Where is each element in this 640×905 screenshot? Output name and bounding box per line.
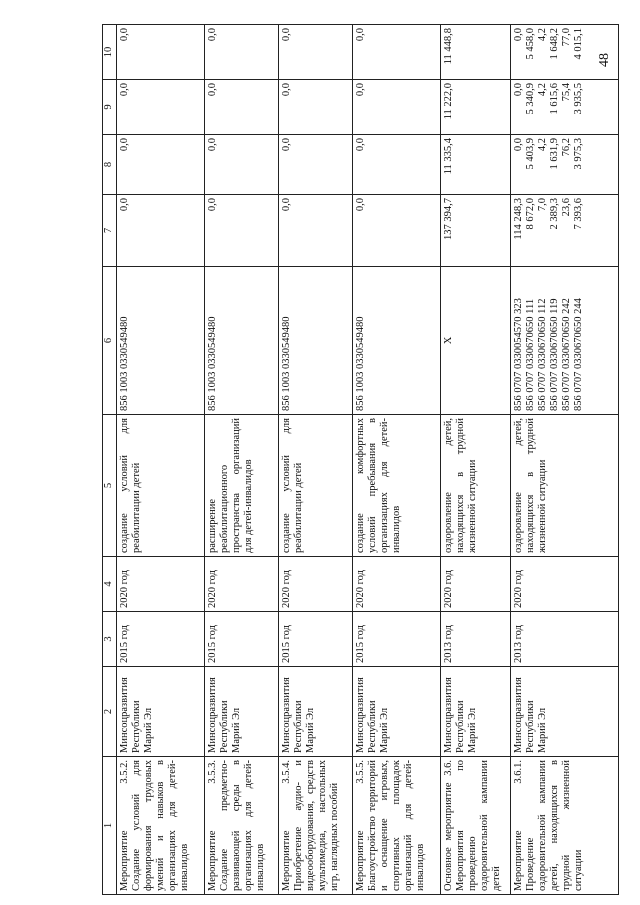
amount-cell — [441, 135, 511, 195]
cell-line: 0,0 — [207, 28, 218, 42]
expected-result-cell: оздоровление детей, находящихся в трудной жизненной ситуации — [441, 415, 511, 557]
cell-line: 3 935,5 — [573, 83, 585, 115]
cell-line: 5 458,0 — [525, 28, 537, 60]
cell-line: 0,0 — [281, 198, 292, 212]
col-header: 10 — [103, 25, 117, 80]
cell-line: 856 0707 0330670650 112 — [537, 298, 549, 411]
expected-result-cell: оздоровление детей, находящихся в трудной жизненной ситуации — [511, 415, 619, 557]
end-year-cell: 2020 год — [117, 557, 205, 612]
amount-cell — [511, 135, 619, 195]
start-year-cell: 2015 год — [205, 612, 279, 667]
executor-cell: Минсоцразвития Республики Марий Эл — [279, 667, 353, 757]
cell-line: 75,4 — [561, 83, 573, 102]
cell-line: 1 631,9 — [549, 138, 561, 170]
start-year-cell: 2013 год — [511, 612, 619, 667]
table-row — [353, 25, 441, 895]
cell-line: 0,0 — [513, 83, 524, 97]
cell-line: 856 0707 0330054570 323 — [513, 298, 524, 411]
end-year-cell: 2020 год — [353, 557, 441, 612]
amount-cell — [205, 25, 279, 80]
amount-cell — [353, 25, 441, 80]
cell-line: X — [443, 336, 454, 345]
table-row — [441, 25, 511, 895]
cell-line: 7,0 — [537, 198, 549, 212]
page-number: 48 — [597, 53, 612, 67]
amount-cell — [117, 80, 205, 135]
cell-line: 0,0 — [207, 138, 218, 152]
cell-line: 4,2 — [537, 138, 549, 152]
cell-line: 0,0 — [355, 198, 366, 212]
cell-line: 5 403,9 — [525, 138, 537, 170]
amount-cell — [511, 195, 619, 267]
cell-line: 0,0 — [119, 198, 130, 212]
cell-line: 11 335,4 — [443, 138, 454, 175]
expected-result-cell: создание условий для реабилитации детей — [117, 415, 205, 557]
budget-code-cell — [353, 267, 441, 415]
amount-cell — [353, 195, 441, 267]
program-table — [102, 24, 619, 895]
amount-cell — [441, 195, 511, 267]
amount-cell — [441, 80, 511, 135]
col-header: 6 — [103, 267, 117, 415]
table-row — [205, 25, 279, 895]
col-header: 2 — [103, 667, 117, 757]
budget-code-cell — [205, 267, 279, 415]
cell-line: 77,0 — [561, 28, 573, 47]
cell-line: 856 0707 0330670650 244 — [573, 298, 585, 411]
amount-cell — [279, 80, 353, 135]
col-header: 3 — [103, 612, 117, 667]
executor-cell: Минсоцразвития Республики Марий Эл — [441, 667, 511, 757]
amount-cell — [279, 135, 353, 195]
cell-line: 1 648,2 — [549, 28, 561, 60]
amount-cell — [205, 135, 279, 195]
cell-line: 0,0 — [119, 28, 130, 42]
budget-code-cell — [279, 267, 353, 415]
start-year-cell: 2015 год — [279, 612, 353, 667]
cell-line: 0,0 — [355, 138, 366, 152]
cell-line: 856 0707 0330670650 242 — [561, 298, 573, 411]
activity-name-cell: Основное мероприятие 3.6. Мероприятия по проведению оздоровительной кампании детей — [441, 757, 511, 895]
end-year-cell: 2020 год — [511, 557, 619, 612]
end-year-cell: 2020 год — [205, 557, 279, 612]
budget-code-cell — [117, 267, 205, 415]
amount-cell — [441, 25, 511, 80]
cell-line: 0,0 — [281, 28, 292, 42]
executor-cell: Минсоцразвития Республики Марий Эл — [353, 667, 441, 757]
cell-line: 114 248,3 — [513, 198, 524, 240]
amount-cell — [205, 195, 279, 267]
activity-name-cell: Мероприятие 3.5.4. Приобретение аудио- и видеооборудования, средств мультимедиа, настольных игр, наглядных пособий — [279, 757, 353, 895]
header-row — [103, 25, 117, 895]
cell-line: 856 1003 0330549480 — [119, 316, 130, 411]
cell-line: 0,0 — [355, 83, 366, 97]
cell-line: 856 0707 0330670650 111 — [525, 298, 537, 411]
start-year-cell: 2015 год — [353, 612, 441, 667]
amount-cell — [279, 195, 353, 267]
cell-line: 0,0 — [281, 138, 292, 152]
cell-line: 0,0 — [513, 138, 524, 152]
activity-name-cell: Мероприятие 3.5.5. Благоустройство территорий и оснащение игровых, спортивных площадок организаций для детей-инвалидов — [353, 757, 441, 895]
start-year-cell: 2013 год — [441, 612, 511, 667]
expected-result-cell: создание условий для реабилитации детей — [279, 415, 353, 557]
cell-line: 3 975,3 — [573, 138, 585, 170]
cell-line: 0,0 — [513, 28, 524, 42]
cell-line: 0,0 — [119, 138, 130, 152]
cell-line: 8 672,0 — [525, 198, 537, 230]
cell-line: 856 1003 0330549480 — [355, 316, 366, 411]
expected-result-cell: расширение реабилитационного пространства организаций для детей-инвалидов — [205, 415, 279, 557]
col-header: 5 — [103, 415, 117, 557]
table-row — [117, 25, 205, 895]
col-header: 8 — [103, 135, 117, 195]
start-year-cell: 2015 год — [117, 612, 205, 667]
table-row — [511, 25, 619, 895]
table-body — [117, 25, 619, 895]
end-year-cell: 2020 год — [441, 557, 511, 612]
executor-cell: Минсоцразвития Республики Марий Эл — [511, 667, 619, 757]
cell-line: 2 389,3 — [549, 198, 561, 230]
cell-line: 4,2 — [537, 28, 549, 42]
cell-line: 0,0 — [207, 83, 218, 97]
cell-line: 5 340,9 — [525, 83, 537, 115]
activity-name-cell: Мероприятие 3.5.3. Создание предметно-развивающей среды в организациях для детей-инвалидов — [205, 757, 279, 895]
cell-line: 856 0707 0330670650 119 — [549, 298, 561, 411]
executor-cell: Минсоцразвития Республики Марий Эл — [205, 667, 279, 757]
cell-line: 137 394,7 — [443, 198, 454, 240]
budget-code-cell — [441, 267, 511, 415]
cell-line: 0,0 — [207, 198, 218, 212]
amount-cell — [205, 80, 279, 135]
cell-line: 856 1003 0330549480 — [281, 316, 292, 411]
executor-cell: Минсоцразвития Республики Марий Эл — [117, 667, 205, 757]
budget-code-cell — [511, 267, 619, 415]
cell-line: 7 393,6 — [573, 198, 585, 230]
col-header: 1 — [103, 757, 117, 895]
amount-cell — [353, 80, 441, 135]
col-header: 7 — [103, 195, 117, 267]
activity-name-cell: Мероприятие 3.5.2. Создание условий для формирования трудовых умений и навыков в организациях для детей-инвалидов — [117, 757, 205, 895]
amount-cell — [117, 135, 205, 195]
cell-line: 4,2 — [537, 83, 549, 97]
cell-line: 11 222,0 — [443, 83, 454, 120]
activity-name-cell: Мероприятие 3.6.1. Проведение оздоровительной кампании детей, находящихся в трудной жизненной ситуации — [511, 757, 619, 895]
cell-line: 1 615,6 — [549, 83, 561, 115]
amount-cell — [353, 135, 441, 195]
expected-result-cell: создание комфортных условий пребывания в организациях для детей-инвалидов — [353, 415, 441, 557]
amount-cell — [279, 25, 353, 80]
cell-line: 76,2 — [561, 138, 573, 157]
amount-cell — [511, 25, 619, 80]
amount-cell — [117, 195, 205, 267]
col-header: 9 — [103, 80, 117, 135]
cell-line: 4 015,1 — [573, 28, 585, 60]
end-year-cell: 2020 год — [279, 557, 353, 612]
col-header: 4 — [103, 557, 117, 612]
amount-cell — [117, 25, 205, 80]
cell-line: 11 448,8 — [443, 28, 454, 65]
cell-line: 0,0 — [281, 83, 292, 97]
table-row — [279, 25, 353, 895]
cell-line: 856 1003 0330549480 — [207, 316, 218, 411]
cell-line: 0,0 — [119, 83, 130, 97]
cell-line: 0,0 — [355, 28, 366, 42]
rotated-table-region — [102, 25, 632, 895]
cell-line: 23,6 — [561, 198, 573, 217]
amount-cell — [511, 80, 619, 135]
